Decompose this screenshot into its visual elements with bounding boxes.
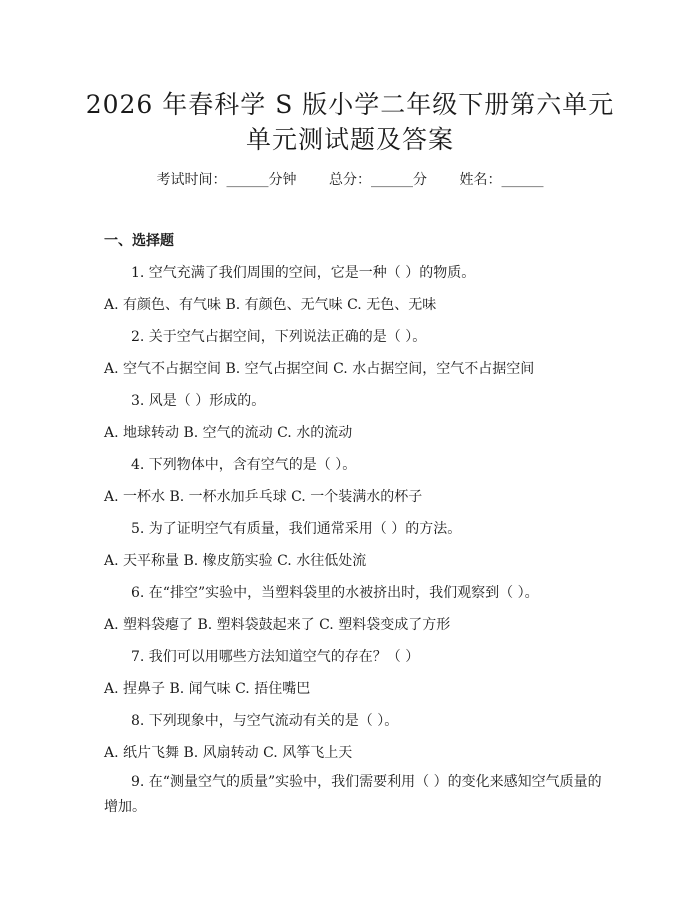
exam-time-unit: 分钟 — [268, 172, 297, 188]
options-4: A. 一杯水 B. 一杯水加乒乓球 C. 一个装满水的杯子 — [104, 489, 423, 505]
options-3: A. 地球转动 B. 空气的流动 C. 水的流动 — [104, 425, 353, 441]
question-5: 5. 为了证明空气有质量，我们通常采用（ ）的方法。 — [131, 521, 462, 537]
page-title-line1: 2026 年春科学 S 版小学二年级下册第六单元 — [85, 90, 615, 119]
page-title-line2: 单元测试题及答案 — [245, 125, 454, 154]
options-8: A. 纸片飞舞 B. 风扇转动 C. 风筝飞上天 — [104, 745, 353, 761]
question-6: 6. 在“排空”实验中，当塑料袋里的水被挤出时，我们观察到（ ）。 — [131, 585, 539, 601]
total-score — [329, 172, 431, 188]
exam-time — [157, 172, 301, 188]
student-name-blank: ______ — [501, 172, 544, 188]
question-8: 8. 下列现象中，与空气流动有关的是（ ）。 — [131, 713, 399, 729]
question-1: 1. 空气充满了我们周围的空间，它是一种（ ）的物质。 — [131, 265, 476, 281]
student-name-label: 姓名： — [459, 172, 502, 188]
question-4: 4. 下列物体中，含有空气的是（ ）。 — [131, 457, 357, 473]
total-score-unit: 分 — [413, 172, 427, 188]
exam-info — [0, 169, 700, 189]
question-7: 7. 我们可以用哪些方法知道空气的存在？（ ） — [131, 649, 420, 665]
options-2: A. 空气不占据空间 B. 空气占据空间 C. 水占据空间，空气不占据空间 — [104, 361, 535, 377]
exam-time-blank: ______ — [226, 172, 269, 188]
total-score-label: 总分： — [329, 172, 371, 188]
options-6: A. 塑料袋瘪了 B. 塑料袋鼓起来了 C. 塑料袋变成了方形 — [104, 617, 451, 633]
options-1: A. 有颜色、有气味 B. 有颜色、无气味 C. 无色、无味 — [104, 297, 437, 313]
section-title: 一、选择题 — [104, 233, 174, 249]
question-3: 3. 风是（ ）形成的。 — [131, 393, 266, 409]
question-2: 2. 关于空气占据空间，下列说法正确的是（ ）。 — [131, 329, 427, 345]
total-score-blank: ______ — [371, 172, 413, 188]
student-name — [459, 172, 543, 188]
exam-time-label: 考试时间： — [156, 172, 227, 188]
options-5: A. 天平称量 B. 橡皮筋实验 C. 水往低处流 — [104, 553, 367, 569]
options-7: A. 捏鼻子 B. 闻气味 C. 捂住嘴巴 — [104, 681, 311, 697]
question-9: 9. 在“测量空气的质量”实验中，我们需要利用（ ）的变化来感知空气质量的增加。 — [104, 774, 602, 815]
